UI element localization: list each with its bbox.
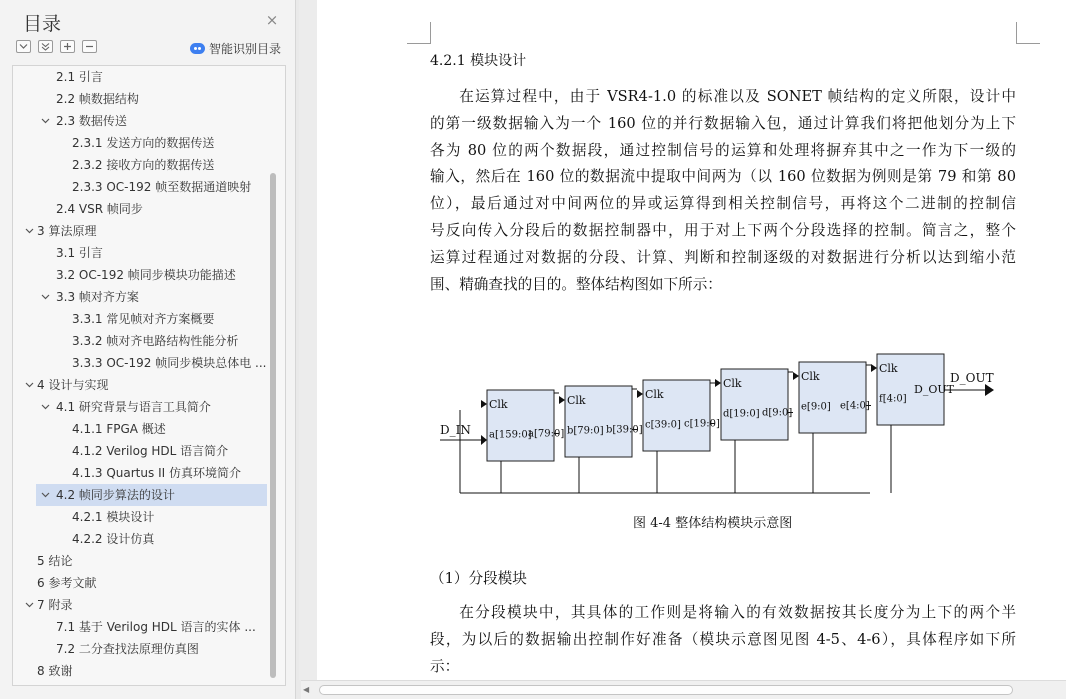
output-arrow — [985, 384, 994, 396]
toc-item[interactable] — [13, 616, 269, 638]
clock-arrow — [793, 372, 799, 380]
toc-scrollbar[interactable] — [270, 173, 276, 678]
toc-item-label: 2.3.3 OC-192 帧至数据通道映射 — [72, 180, 252, 194]
toc-item-label: 4 设计与实现 — [37, 378, 109, 392]
toc-item-label: 3.3.3 OC-192 帧同步模块总体电 ... — [72, 356, 267, 370]
smart-toc-button[interactable] — [190, 40, 281, 57]
text-line: 位），最后通过对中间两位的异或运算得到相关控制信号，再将这个二进制的控制信 — [430, 195, 1016, 213]
toc-item[interactable] — [13, 220, 269, 242]
toc-item-label: 3.3 帧对齐方案 — [56, 290, 139, 304]
toc-item[interactable] — [13, 198, 269, 220]
toc-item[interactable] — [13, 132, 269, 154]
input-port-label: b[79:0] — [567, 425, 604, 437]
toc-item-label: 4.2.1 模块设计 — [72, 510, 155, 524]
toc-item-label: 7.2 二分查找法原理仿真图 — [56, 642, 199, 656]
toc-item-label: 2.4 VSR 帧同步 — [56, 202, 143, 216]
input-arrow — [481, 435, 487, 445]
clock-label: Clk — [645, 388, 664, 401]
toc-item[interactable] — [36, 484, 267, 506]
input-label: D_IN — [440, 423, 471, 437]
output-port-label: c[19:0] — [684, 418, 720, 430]
text-line: 段，为以后的数据输出控制作好准备（模块示意图见图 4-5、4-6），具体程序如下所 — [430, 630, 1016, 648]
toc-item[interactable] — [13, 506, 269, 528]
toc-item-label: 2.3 数据传送 — [56, 114, 127, 128]
chevron-down-icon[interactable] — [25, 381, 34, 389]
toc-item-label: 7.1 基于 Verilog HDL 语言的实体 ... — [56, 620, 256, 634]
text-line: 示： — [430, 657, 460, 675]
expand-all-icon[interactable] — [38, 40, 53, 53]
page-margin-mark-left — [407, 22, 431, 44]
toc-item-label: 4.1 研究背景与语言工具简介 — [56, 400, 211, 414]
toc-item[interactable] — [13, 242, 269, 264]
toc-item[interactable] — [13, 154, 269, 176]
clock-label: Clk — [489, 398, 508, 411]
toc-item[interactable] — [13, 88, 269, 110]
toc-item[interactable] — [13, 374, 269, 396]
output-port-label: a[79:0] — [528, 428, 565, 440]
toc-item-label: 4.1.3 Quartus II 仿真环境简介 — [72, 466, 241, 480]
toc-item[interactable] — [13, 264, 269, 286]
toc-item-label: 4.2 帧同步算法的设计 — [56, 488, 175, 502]
toc-item[interactable] — [13, 352, 269, 374]
toc-item-label: 7 附录 — [37, 598, 73, 612]
toc-item-label: 3.1 引言 — [56, 246, 103, 260]
toc-item-label: 3 算法原理 — [37, 224, 97, 238]
output-port-label: D_OUT — [914, 383, 954, 396]
clock-arrow — [637, 390, 643, 398]
splitter[interactable] — [299, 0, 317, 680]
text-line: 各为 80 位的两个数据段，通过控制信号的运算和处理将摒弃其中之一作为下一级的 — [430, 141, 1016, 159]
toc-item-label: 5 结论 — [37, 554, 73, 568]
add-entry-icon[interactable] — [60, 40, 75, 53]
clock-arrow — [559, 396, 565, 404]
toc-item-label: 4.2.2 设计仿真 — [72, 532, 155, 546]
clock-arrow — [481, 400, 487, 408]
toc-item[interactable] — [13, 396, 269, 418]
collapse-all-icon[interactable] — [16, 40, 31, 53]
subsection-heading: （1）分段模块 — [430, 570, 527, 587]
document-view — [317, 0, 1066, 680]
section-heading: 4.2.1 模块设计 — [430, 53, 527, 69]
toc-item-label: 3.2 OC-192 帧同步模块功能描述 — [56, 268, 236, 282]
output-port-label: b[39:0] — [606, 424, 643, 436]
toc-item-label: 4.1.1 FPGA 概述 — [72, 422, 166, 436]
toc-item[interactable] — [13, 286, 269, 308]
toc-toolbar — [16, 40, 97, 55]
horizontal-scrollbar[interactable] — [301, 680, 1066, 699]
clock-label: Clk — [723, 377, 742, 390]
sidebar-title: 目录 — [23, 13, 62, 35]
text-line: 在运算过程中，由于 VSR4-1.0 的标准以及 SONET 帧结构的定义所限，设计中 — [459, 88, 1016, 105]
toc-item[interactable] — [13, 594, 269, 616]
page-margin-mark-right — [1016, 22, 1040, 44]
horizontal-scroll-thumb[interactable] — [319, 685, 1013, 695]
clock-arrow — [871, 364, 877, 372]
document-page — [317, 0, 1066, 680]
scroll-left-arrow-icon[interactable]: ◀ — [303, 685, 310, 694]
clock-label: Clk — [801, 370, 820, 383]
toc-item[interactable] — [13, 462, 269, 484]
output-label: D_OUT — [950, 371, 994, 385]
toc-item-label: 3.3.2 帧对齐电路结构性能分析 — [72, 334, 239, 348]
toc-item[interactable] — [13, 572, 269, 594]
toc-item-label: 8 致谢 — [37, 664, 73, 678]
toc-item[interactable] — [13, 638, 269, 660]
toc-item-label: 4.1.2 Verilog HDL 语言简介 — [72, 444, 229, 458]
toc-tree — [12, 65, 286, 686]
toc-item[interactable] — [13, 440, 269, 462]
text-line: 运算过程通过对数据的分段、计算、判断和控制逐级的对数据进行分析以达到缩小范 — [430, 248, 1016, 266]
remove-entry-icon[interactable] — [82, 40, 97, 53]
paragraph-1 — [430, 84, 1016, 298]
structure-diagram — [440, 350, 1005, 500]
clock-label: Clk — [879, 362, 898, 375]
output-port-label: d[9:0] — [762, 407, 793, 419]
clock-arrow — [715, 379, 721, 387]
close-icon[interactable]: × — [265, 11, 279, 29]
output-port-label: e[4:0] — [840, 400, 870, 412]
toc-item[interactable] — [13, 176, 269, 198]
input-port-label: d[19:0] — [723, 408, 760, 420]
smart-toc-label: 智能识别目录 — [209, 42, 282, 56]
toc-item-label: 2.2 帧数据结构 — [56, 92, 139, 106]
toc-item[interactable] — [13, 550, 269, 572]
toc-item[interactable] — [13, 418, 269, 440]
toc-item[interactable] — [13, 308, 269, 330]
clock-label: Clk — [567, 394, 586, 407]
text-line: 的第一级数据输入为一个 160 位的并行数据输入包，通过计算我们将把他划分为上下 — [430, 114, 1016, 132]
text-line: 输入，然后在 160 位的数据流中提取中间两为（以 160 位数据为例则是第 79 和第 80 — [430, 168, 1016, 186]
text-line: 围、精确查找的目的。整体结构图如下所示： — [430, 275, 722, 293]
toc-item[interactable] — [13, 66, 269, 88]
toc-item[interactable] — [13, 110, 269, 132]
chevron-down-icon[interactable] — [25, 601, 34, 609]
text-line: 号反向传入分段后的数据控制器中，用于对上下两个分段选择的控制。简言之，整个 — [430, 221, 1016, 239]
ai-robot-icon — [190, 43, 205, 54]
figure-caption: 图 4-4 整体结构模块示意图 — [633, 516, 793, 531]
chevron-down-icon[interactable] — [41, 403, 50, 411]
chevron-down-icon[interactable] — [25, 227, 34, 235]
toc-item[interactable] — [13, 660, 269, 682]
paragraph-2 — [430, 600, 1016, 680]
toc-item[interactable] — [13, 528, 269, 550]
toc-item-label: 3.3.1 常见帧对齐方案概要 — [72, 312, 215, 326]
chevron-down-icon[interactable] — [41, 293, 50, 301]
text-line: 在分段模块中，其具体的工作则是将输入的有效数据按其长度分为上下的两个半 — [459, 604, 1016, 621]
toc-item-label: 2.3.1 发送方向的数据传送 — [72, 136, 215, 150]
toc-item[interactable] — [13, 330, 269, 352]
toc-item-label: 6 参考文献 — [37, 576, 97, 590]
input-port-label: e[9:0] — [801, 401, 831, 413]
input-port-label: a[159:0] — [489, 429, 532, 441]
toc-sidebar — [0, 0, 296, 699]
toc-item-label: 2.3.2 接收方向的数据传送 — [72, 158, 215, 172]
chevron-down-icon[interactable] — [41, 491, 50, 499]
chevron-down-icon[interactable] — [41, 117, 50, 125]
input-port-label: c[39:0] — [645, 419, 681, 431]
toc-item-label: 2.1 引言 — [56, 70, 103, 84]
input-port-label: f[4:0] — [879, 393, 907, 405]
